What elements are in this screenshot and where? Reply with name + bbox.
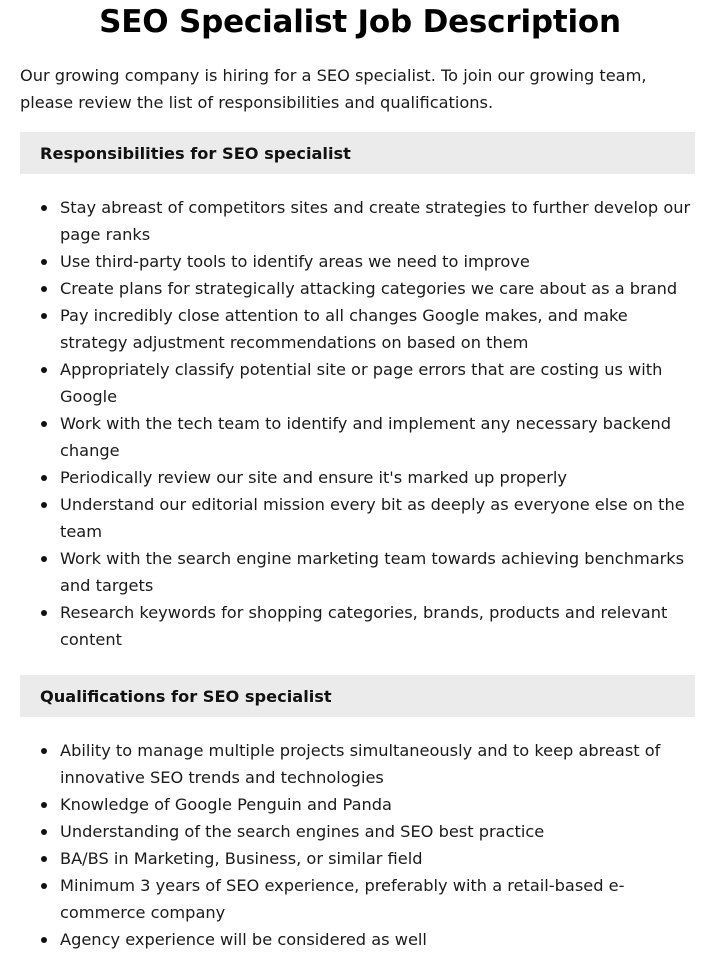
list-item-text: Pay incredibly close attention to all changes Google makes, and make strategy adjustment recommendations on based on them (60, 306, 628, 352)
list-item (20, 275, 694, 302)
list-item-text: Research keywords for shopping categories, brands, products and relevant content (60, 603, 668, 649)
list-item (20, 737, 694, 791)
list-item-text: Minimum 3 years of SEO experience, preferably with a retail-based e-commerce company (60, 876, 625, 922)
list-item-text: Understanding of the search engines and SEO best practice (60, 822, 545, 841)
list-item-text: Work with the tech team to identify and implement any necessary backend change (60, 414, 672, 460)
list-item (20, 194, 694, 248)
responsibilities-header (20, 132, 695, 174)
list-item (20, 302, 694, 356)
list-item (20, 599, 694, 653)
list-item (20, 464, 694, 491)
list-item-text: Stay abreast of competitors sites and create strategies to further develop our page ranks (60, 198, 691, 244)
page-title: SEO Specialist Job Description (99, 4, 621, 40)
list-item (20, 491, 694, 545)
qualifications-header (20, 675, 695, 717)
list-item-text: Ability to manage multiple projects simultaneously and to keep abreast of innovative SEO trends and technologies (60, 741, 661, 787)
responsibilities-heading: Responsibilities for SEO specialist (40, 143, 351, 163)
list-item (20, 410, 694, 464)
qualifications-heading: Qualifications for SEO specialist (40, 686, 332, 706)
intro-paragraph: Our growing company is hiring for a SEO specialist. To join our growing team, please review the list of responsibilities and qualifications. (20, 66, 647, 112)
list-item (20, 545, 694, 599)
list-item (20, 791, 694, 818)
list-item (20, 926, 694, 953)
list-item-text: Work with the search engine marketing team towards achieving benchmarks and targets (60, 549, 685, 595)
list-item (20, 818, 694, 845)
list-item-text: Knowledge of Google Penguin and Panda (60, 795, 392, 814)
list-item-text: Appropriately classify potential site or page errors that are costing us with Google (60, 360, 663, 406)
list-item-text: Understand our editorial mission every bit as deeply as everyone else on the team (60, 495, 685, 541)
list-item (20, 356, 694, 410)
qualifications-list (20, 737, 694, 953)
list-item-text: Periodically review our site and ensure it's marked up properly (60, 468, 567, 487)
responsibilities-list (20, 194, 694, 653)
list-item-text: BA/BS in Marketing, Business, or similar field (60, 849, 423, 868)
list-item-text: Agency experience will be considered as well (60, 930, 427, 949)
list-item-text: Create plans for strategically attacking categories we care about as a brand (60, 279, 678, 298)
list-item (20, 248, 694, 275)
list-item (20, 845, 694, 872)
list-item-text: Use third-party tools to identify areas we need to improve (60, 252, 530, 271)
list-item (20, 872, 694, 926)
